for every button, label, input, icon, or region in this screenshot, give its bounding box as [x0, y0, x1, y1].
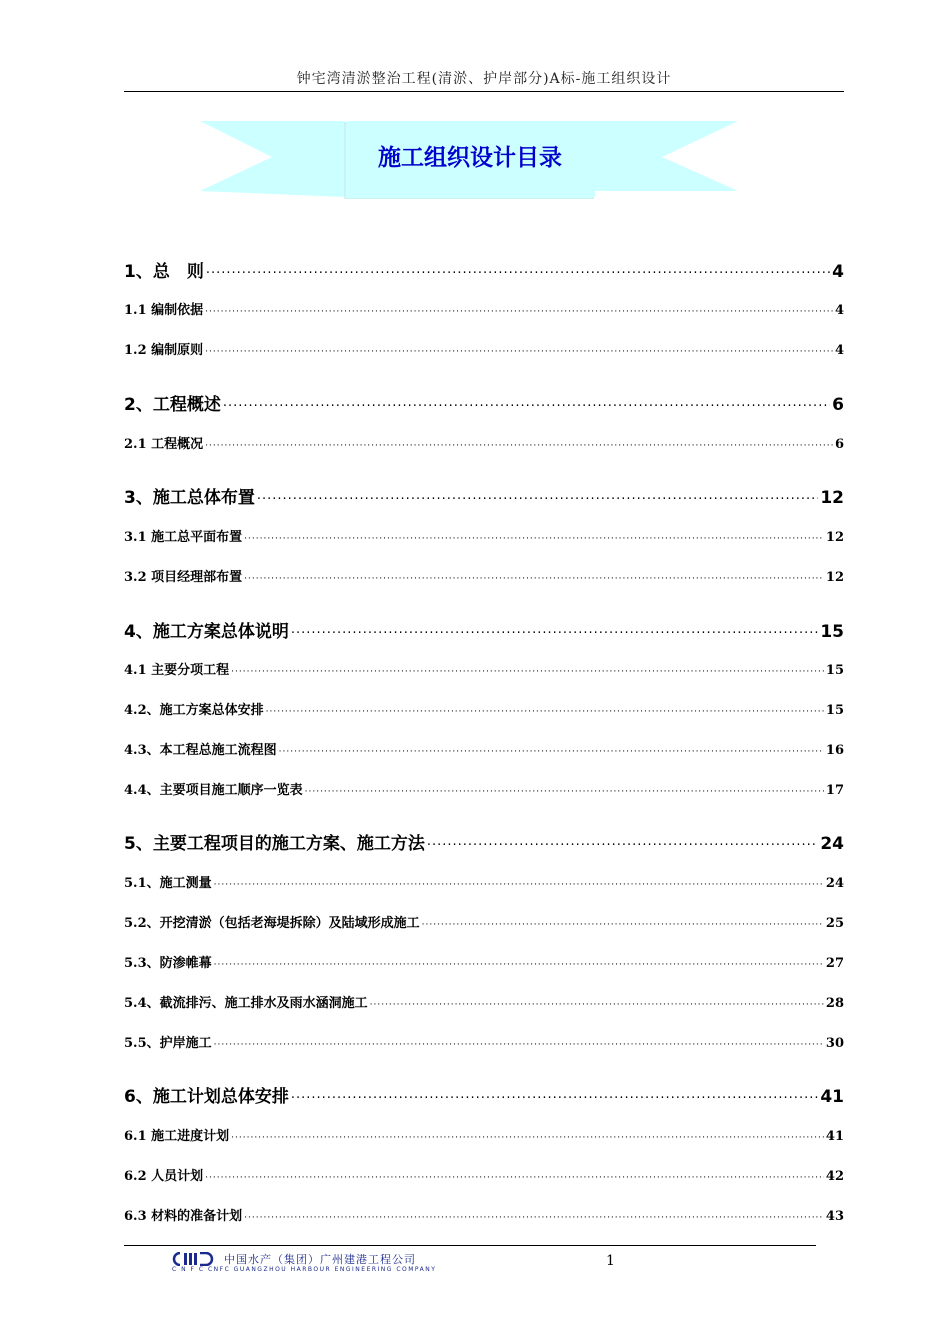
- header-title: 钟宅湾清淤整治工程(清淤、护岸部分)A标-施工组织设计: [296, 71, 672, 87]
- toc-entry-page: 42: [825, 1169, 844, 1184]
- toc-entry-page: 24: [825, 876, 844, 891]
- toc-chapter-entry: [124, 483, 844, 508]
- toc-entry-page: 15: [825, 663, 844, 678]
- toc-entry-label: 5、主要工程项目的施工方案、施工方法: [124, 834, 425, 854]
- toc-entry-label: 6.2 人员计划: [124, 1169, 204, 1184]
- toc-entry-label: 6.1 施工进度计划: [124, 1129, 230, 1144]
- toc-entry-page: 41: [825, 1129, 844, 1144]
- toc-entry-label: 4.1 主要分项工程: [124, 663, 230, 678]
- toc-entry-page: 28: [825, 996, 844, 1011]
- toc-dot-leader: [291, 626, 818, 641]
- toc-entry-label: 4.4、主要项目施工顺序一览表: [124, 783, 303, 798]
- toc-entry-page: 12: [825, 570, 844, 585]
- toc-entry-label: 4.2、施工方案总体安排: [124, 703, 264, 718]
- toc-entry-page: 4: [834, 343, 844, 358]
- toc-entry-label: 3.2 项目经理部布置: [124, 570, 243, 585]
- toc-section-entry: [124, 912, 844, 931]
- footer-rule: [124, 1245, 816, 1246]
- toc-entry-label: 4、施工方案总体说明: [124, 622, 289, 642]
- toc-dot-leader: [279, 747, 824, 757]
- toc-entry-label: 5.2、开挖清淤（包括老海堤拆除）及陆域形成施工: [124, 916, 420, 931]
- page-number: 1: [606, 1253, 615, 1269]
- toc-entry-page: 15: [825, 703, 844, 718]
- toc-section-entry: [124, 1125, 844, 1144]
- toc-entry-page: 4: [834, 303, 844, 318]
- toc-entry-page: 16: [825, 743, 844, 758]
- toc-entry-label: 1.2 编制原则: [124, 343, 204, 358]
- toc-entry-label: 5.5、护岸施工: [124, 1036, 212, 1051]
- toc-title: 施工组织设计目录: [378, 145, 562, 171]
- toc-entry-label: 5.3、防渗帷幕: [124, 956, 212, 971]
- toc-entry-label: 1、总 则: [124, 262, 204, 282]
- toc-section-entry: [124, 659, 844, 678]
- toc-section-entry: [124, 1032, 844, 1051]
- toc-chapter-entry: [124, 1082, 844, 1107]
- company-name-en: C N F C CNFC GUANGZHOU HARBOUR ENGINEERING COMPANY: [172, 1266, 437, 1273]
- toc-dot-leader: [244, 534, 824, 544]
- toc-entry-page: 24: [820, 834, 844, 854]
- toc-dot-leader: [244, 574, 824, 584]
- toc-section-entry: [124, 339, 844, 358]
- toc-section-entry: [124, 566, 844, 585]
- toc-dot-leader: [231, 667, 824, 677]
- toc-entry-label: 6、施工计划总体安排: [124, 1087, 289, 1107]
- toc-section-entry: [124, 299, 844, 318]
- toc-entry-page: 30: [825, 1036, 844, 1051]
- toc-dot-leader: [214, 880, 824, 890]
- toc-section-entry: [124, 1165, 844, 1184]
- toc-dot-leader: [370, 1000, 824, 1010]
- toc-dot-leader: [305, 787, 824, 797]
- toc-dot-leader: [244, 1213, 824, 1223]
- toc-entry-label: 5.4、截流排污、施工排水及雨水涵洞施工: [124, 996, 368, 1011]
- toc-entry-page: 17: [825, 783, 844, 798]
- toc-entry-label: 4.3、本工程总施工流程图: [124, 743, 277, 758]
- toc-dot-leader: [205, 347, 833, 357]
- toc-entry-label: 1.1 编制依据: [124, 303, 204, 318]
- toc-section-entry: [124, 779, 844, 798]
- toc-dot-leader: [427, 838, 819, 853]
- toc-dot-leader: [223, 399, 830, 414]
- toc-section-entry: [124, 699, 844, 718]
- toc-dot-leader: [231, 1133, 824, 1143]
- toc-section-entry: [124, 739, 844, 758]
- toc-dot-leader: [257, 492, 818, 507]
- toc-banner: [200, 119, 738, 199]
- toc-entry-page: 43: [825, 1209, 844, 1224]
- toc-section-entry: [124, 433, 844, 452]
- toc-dot-leader: [205, 1173, 824, 1183]
- toc-dot-leader: [214, 960, 824, 970]
- company-logo: [172, 1251, 502, 1277]
- toc-entry-label: 2.1 工程概况: [124, 437, 204, 452]
- toc-entry-page: 41: [820, 1087, 844, 1107]
- toc-dot-leader: [205, 307, 833, 317]
- toc-entry-page: 25: [825, 916, 844, 931]
- toc-dot-leader: [206, 266, 830, 281]
- toc-entry-page: 6: [834, 437, 844, 452]
- toc-entry-label: 3、施工总体布置: [124, 488, 255, 508]
- toc-entry-page: 27: [825, 956, 844, 971]
- toc-chapter-entry: [124, 390, 844, 415]
- toc-section-entry: [124, 952, 844, 971]
- toc-dot-leader: [205, 441, 833, 451]
- toc-entry-page: 15: [820, 622, 844, 642]
- toc-entry-page: 12: [820, 488, 844, 508]
- toc-dot-leader: [266, 707, 824, 717]
- toc-entry-label: 5.1、施工测量: [124, 876, 212, 891]
- toc-entry-page: 12: [825, 530, 844, 545]
- toc-entry-label: 2、工程概述: [124, 395, 221, 415]
- toc-section-entry: [124, 526, 844, 545]
- toc-entry-label: 6.3 材料的准备计划: [124, 1209, 243, 1224]
- toc-section-entry: [124, 872, 844, 891]
- toc-chapter-entry: [124, 617, 844, 642]
- toc-entry-label: 3.1 施工总平面布置: [124, 530, 243, 545]
- cnfc-logo-icon: [172, 1252, 218, 1266]
- toc-entry-page: 4: [832, 262, 844, 282]
- company-name-cn: 中国水产（集团）广州建港工程公司: [224, 1253, 416, 1266]
- toc-dot-leader: [291, 1091, 818, 1106]
- toc-dot-leader: [422, 920, 824, 930]
- header-rule: [124, 91, 844, 92]
- toc-section-entry: [124, 992, 844, 1011]
- toc-chapter-entry: [124, 257, 844, 282]
- toc-section-entry: [124, 1205, 844, 1224]
- toc-entry-page: 6: [832, 395, 844, 415]
- toc-dot-leader: [214, 1040, 824, 1050]
- toc-chapter-entry: [124, 829, 844, 854]
